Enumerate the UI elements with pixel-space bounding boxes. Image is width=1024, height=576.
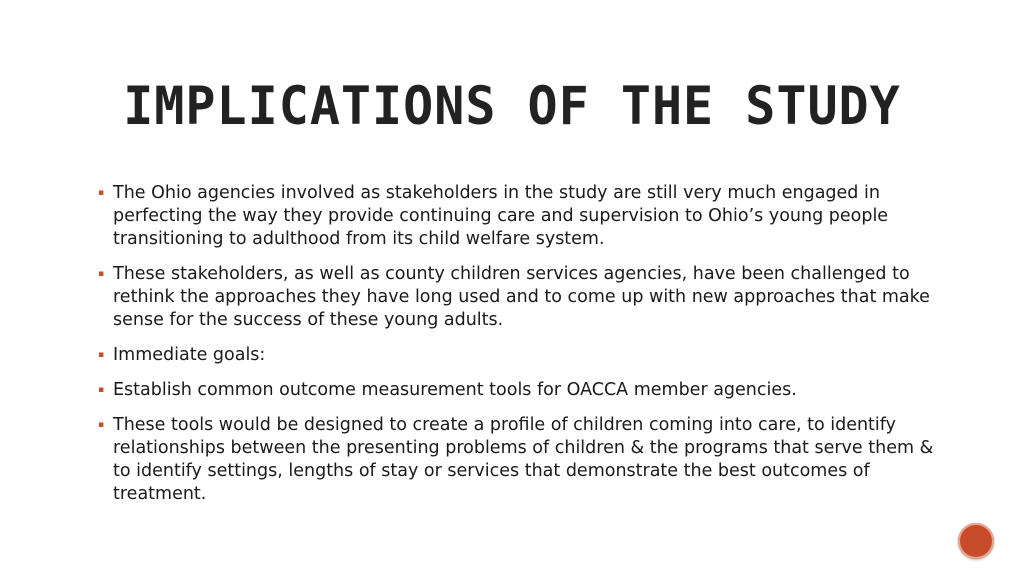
bullet-text: Establish common outcome measurement tools for OACCA member agencies. <box>113 380 797 400</box>
bullet-text: These stakeholders, as well as county children services agencies, have been challenged to rethink the approaches they have long used and to come up with new approaches that make sense for the success of these young adults. <box>113 264 930 330</box>
square-bullet-icon: ▪ <box>98 269 105 279</box>
bullet-list <box>98 182 938 518</box>
square-bullet-icon: ▪ <box>98 350 105 360</box>
bullet-text: The Ohio agencies involved as stakeholders in the study are still very much engaged in perfecting the way they provide continuing care and supervision to Ohio’s young people transitioning to adulthood from its child welfare system. <box>113 183 889 249</box>
bullet-item <box>98 414 938 506</box>
slide-title: IMPLICATIONS OF THE STUDY <box>123 75 901 137</box>
bullet-item <box>98 182 938 251</box>
square-bullet-icon: ▪ <box>98 188 105 198</box>
bullet-item <box>98 263 938 332</box>
slide-nav-button[interactable] <box>958 523 994 559</box>
square-bullet-icon: ▪ <box>98 420 105 430</box>
bullet-item <box>98 379 938 402</box>
bullet-text: Immediate goals: <box>113 345 266 365</box>
square-bullet-icon: ▪ <box>98 385 105 395</box>
bullet-text: These tools would be designed to create a profile of children coming into care, to identify relationships between the presenting problems of children & the programs that serve them & to identify settings, lengths of stay or services that demonstrate the best outcomes of treatment. <box>113 415 934 504</box>
bullet-item <box>98 344 938 367</box>
